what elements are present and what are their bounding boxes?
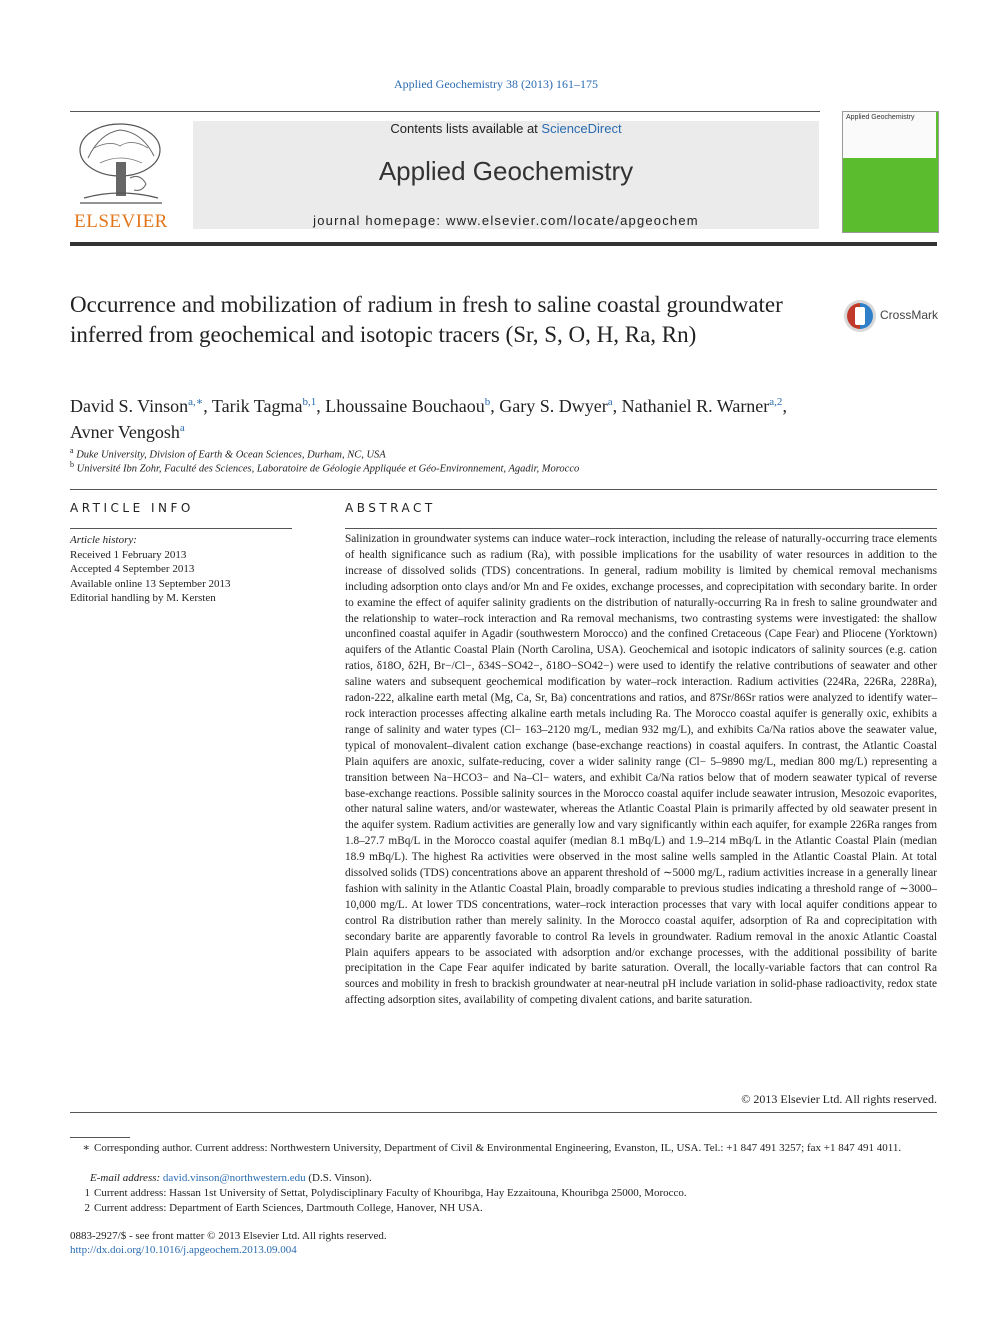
article-history	[70, 533, 230, 606]
history-item: Editorial handling by M. Kersten	[70, 592, 216, 604]
footnote-1	[70, 1186, 937, 1201]
affiliation-mark: b	[70, 460, 74, 469]
isotope-ra224: 224Ra	[826, 676, 857, 689]
journal-homepage[interactable]: journal homepage: www.elsevier.com/locate/apgeochem	[313, 213, 699, 228]
journal-reference[interactable]: Applied Geochemistry 38 (2013) 161–175	[394, 77, 598, 91]
history-label: Article history:	[70, 534, 137, 546]
abstract-text-part: ratios were analyzed to identify water–rock interaction processes affecting alkaline earth metals including Ra. The Morocco coastal aquifer is generally oxic, exhibits a range of salinity and water types (Cl− 163–2120 mg/L, median 932 mg/L), and exhibits Ca/Na ratios above the seawater value, typical of monovalent–divalent cation exchange (base-exchange reactions) in coastal aquifers. In contrast, the Atlantic Coastal Plain aquifers are anoxic, sulfate-reducing, cover a wider salinity range (Cl− 5–9890 mg/L, median 800 mg/L) representing a transition between Na−HCO3− and Na–Cl− waters, and exhibit Ca/Na ratios below that of modern seawater typical of reverse base-exchange reactions. Possible salinity sources in the Morocco coastal aquifer include seawater intrusion, Mesozoic evaporites, other natural saline waters, and/or wastewater, whereas the Atlantic Coastal Plain is primarily affected by old seawater present in the aquifer system. Radium activities are generally low and vary significantly within each aquifer, for example	[345, 692, 937, 832]
footnote-mark: 2	[84, 1202, 90, 1214]
isotope-d18o-so4: δ18O−SO42−	[546, 660, 610, 673]
crossmark-label[interactable]: CrossMark	[880, 308, 939, 322]
history-item: Received 1 February 2013	[70, 548, 187, 561]
abstract-body: Salinization in groundwater systems can induce water–rock interaction, including the release of naturally-occurring trace elements of health significance such as radium (Ra), with possible implications for the usability of water resources in addition to the increase of dissolved solids (TDS) concentrations. In general, radium mobility is limited by chemical removal mechanisms including adsorption onto clays and/or Mn and Fe oxides, exchange processes, and coprecipitation with secondary barite. In order to examine the effect of aquifer salinity gradients on the distribution of naturally-occurring Ra in fresh to saline groundwater and the relationship to water–rock interaction and Ra removal mechanisms, two contrasting systems were investigated: the shallow unconfined coastal aquifer in Agadir (southwestern Morocco) and the confined Cretaceous (Cape Fear) and Pliocene (Yorktown) aquifers of the Atlantic Coastal Plain (North Carolina, USA). Geochemical and isotopic indicators of salinity sources (e.g. cation ratios, δ18O, δ2H, Br−/Cl−, δ34S−SO42−, δ18O−SO42−) were used to identify the relative contributions of seawater and other saline waters and subsequent geochemical modification by water–rock interaction. Radium activities (224Ra, 226Ra, 228Ra), radon-222, alkaline earth metal (Mg, Ca, Sr, Ba) concentrations and ratios, and 87Sr/86Sr ratios were analyzed to identify water–rock interaction processes affecting alkaline earth metals including Ra. The Morocco coastal aquifer is generally oxic, exhibits a range of salinity and water types (Cl− 163–2120 mg/L, median 932 mg/L), and exhibits Ca/Na ratios above the seawater value, typical of monovalent–divalent cation exchange (base-exchange reactions) in coastal aquifers. In contrast, the Atlantic Coastal Plain aquifers are anoxic, sulfate-reducing, cover a wider salinity range (Cl− 5–9890 mg/L, median 800 mg/L) representing a transition between Na−HCO3− and Na–Cl− waters, and exhibit Ca/Na ratios below that of modern seawater typical of reverse base-exchange reactions. Possible salinity sources in the Morocco coastal aquifer include seawater intrusion, Mesozoic evaporites, other natural saline waters, and/or wastewater, whereas the Atlantic Coastal Plain is primarily affected by old seawater present in the aquifer system. Radium activities are generally low and vary significantly within each aquifer, for example 226Ra ranges from 1.8–27.7 mBq/L in the Morocco coastal aquifer (median 8.1 mBq/L) and 1.9–214 mBq/L in the Atlantic Coastal Plain (median 18.9 mBq/L). The highest Ra activities were observed in the most saline wells sampled in the Atlantic Coastal Plain. At total dissolved solids (TDS) concentrations above an apparent threshold of ∼5000 mg/L, radium activities increase in a generally linear fashion with salinity in the Atlantic Coastal Plain, broadly comparable to previous studies indicating a threshold range of ∼3000–10,000 mg/L. At lower TDS concentrations, water–rock interaction processes that vary with local aquifer conditions appear to control Ra distribution rather than merely salinity. In the Morocco coastal aquifer, adsorption of Ra and coprecipitation with secondary barite are apparently favorable to control Ra levels in groundwater. Radium removal in the anoxic Atlantic Coastal Plain aquifers appears to be associated with adsorption and/or exchange processes, with the additional possibility of barite precipitation in the Cape Fear aquifer indicated by barite saturation. Overall, the locally-variable factors that can control Ra sources and mobility in fresh to brackish groundwater at near-neutral pH include variation in solid-phase radioactivity, redox state affecting adsorption sites, availability of competing divalent cations, and barite saturation.	[345, 533, 937, 1007]
section-rule	[70, 489, 937, 490]
header-thick-rule	[70, 242, 937, 246]
elsevier-wordmark: ELSEVIER	[74, 211, 168, 232]
author-affiliation-mark[interactable]: a,2	[769, 396, 783, 408]
abstract-text-part: ), radon-222, alkaline earth metal (Mg, Ca, Sr, Ba) concentrations and ratios, and	[345, 676, 937, 705]
article-title: Occurrence and mobilization of radium in fresh to saline coastal groundwater inferred from geochemical and isotopic tracers (Sr, S, O, H, Ra, Rn)	[70, 292, 783, 347]
crossmark-icon[interactable]	[843, 299, 877, 333]
author-name[interactable]: Tarik Tagma	[211, 396, 303, 416]
abstract-text-part: ranges from 1.8–27.7 mBq/L in the Morocco coastal aquifer (median 8.1 mBq/L) and 1.9–214 mBq/L in the Atlantic Coastal Plain (median 18.9 mBq/L). The highest Ra activities were observed in the most saline wells sampled in the Atlantic Coastal Plain. At total dissolved solids (TDS) concentrations above an apparent threshold of ∼5000 mg/L, radium activities increase in a generally linear fashion with salinity in the Atlantic Coastal Plain, broadly comparable to previous studies indicating a threshold range of ∼3000–10,000 mg/L. At lower TDS concentrations, water–rock interaction processes that vary with local aquifer conditions appear to control Ra distribution rather than merely salinity. In the Morocco coastal aquifer, adsorption of Ra and coprecipitation with secondary barite are apparently favorable to control Ra levels in groundwater. Radium removal in the anoxic Atlantic Coastal Plain aquifers appears to be associated with adsorption and/or exchange processes, with the additional possibility of barite precipitation in the Cape Fear aquifer indicated by barite saturation. Overall, the locally-variable factors that can control Ra sources and mobility in fresh to brackish groundwater at near-neutral pH include variation in solid-phase radioactivity, redox state affecting adsorption sites, availability of competing divalent cations, and barite saturation.	[345, 819, 937, 1007]
footer-rule	[70, 1112, 937, 1113]
isotope-sr-ratio: 87Sr/86Sr	[709, 692, 756, 705]
affiliation-mark: a	[70, 446, 74, 455]
asterisk-icon: ∗	[82, 1142, 90, 1154]
footnote-rule	[70, 1137, 130, 1138]
contents-line	[193, 121, 819, 136]
author-affiliation-mark[interactable]: b,1	[302, 396, 317, 408]
issn-line: 0883-2927/$ - see front matter © 2013 Elsevier Ltd. All rights reserved.	[70, 1230, 387, 1242]
affiliation-text: Duke University, Division of Earth & Ocean Sciences, Durham, NC, USA	[76, 449, 386, 461]
affiliation-text: Université Ibn Zohr, Faculté des Sciences, Laboratoire de Géologie Appliquée et Géo-Environnement, Agadir, Morocco	[76, 463, 580, 475]
ratio-br-cl: Br−/Cl−	[433, 660, 472, 673]
author-list: David S. Vinson$^{a,∗}$, Tarik Tagma$^{b,1}$, Lhoussaine Bouchaou$^b$, Gary S. Dwyer$^a$, Nathaniel R. Warner$^{a,2}$, Avner Vengosh$^a$	[70, 396, 787, 442]
journal-title: Applied Geochemistry	[378, 156, 634, 186]
author-name[interactable]: David S. Vinson	[70, 396, 189, 416]
abstract-heading: ABSTRACT	[345, 501, 436, 515]
author-name[interactable]: Lhoussaine Bouchaou	[325, 396, 485, 416]
doi-link[interactable]: http://dx.doi.org/10.1016/j.apgeochem.2013.09.004	[70, 1244, 297, 1256]
author-affiliation-mark[interactable]: a,∗	[188, 396, 204, 408]
header-rule	[70, 111, 820, 112]
email-label: E-mail address:	[90, 1172, 163, 1184]
footnote-text: Current address: Hassan 1st University of Settat, Polydisciplinary Faculty of Khouribga, Hay Ezzaitouna, Khouribga 25000, Morocco.	[94, 1187, 687, 1199]
journal-cover-title: Applied Geochemistry	[846, 114, 915, 121]
article-info-rule	[70, 528, 292, 529]
history-item: Accepted 4 September 2013	[70, 563, 195, 575]
abstract-text-part: ) were used to identify the relative contributions of seawater and other saline waters and subsequent geochemical modification by water–rock interaction. Radium activities (	[345, 660, 937, 689]
history-item: Available online 13 September 2013	[70, 577, 231, 590]
abstract-text-part: Salinization in groundwater systems can induce water–rock interaction, including the release of naturally-occurring trace elements of health significance such as radium (Ra), with possible implications for the usability of water resources in addition to the increase of dissolved solids (TDS) concentrations. In general, radium mobility is limited by chemical removal mechanisms including adsorption onto clays and/or Mn and Fe oxides, exchange processes, and coprecipitation with secondary barite. In order to examine the effect of aquifer salinity gradients on the distribution of naturally-occurring Ra in fresh to saline groundwater and the relationship to water–rock interaction and Ra removal mechanisms, two contrasting systems were investigated: the shallow unconfined coastal aquifer in Agadir (southwestern Morocco) and the confined Cretaceous (Cape Fear) and Pliocene (Yorktown) aquifers of the Atlantic Coastal Plain (North Carolina, USA). Geochemical and isotopic indicators of salinity sources (e.g. cation ratios,	[345, 533, 937, 673]
isotope-ra228: 228Ra	[900, 676, 931, 689]
author-name[interactable]: Gary S. Dwyer	[499, 396, 608, 416]
email-link[interactable]: david.vinson@northwestern.edu	[162, 1172, 306, 1184]
author-name[interactable]: Avner Vengosh	[70, 422, 180, 442]
footnote-2	[70, 1201, 937, 1216]
footnote-text: Current address: Department of Earth Sciences, Dartmouth College, Hanover, NH USA.	[94, 1202, 483, 1214]
article-info-heading: ARTICLE INFO	[70, 501, 194, 515]
isotope-d18o: δ18O	[376, 660, 402, 673]
author-name[interactable]: Nathaniel R. Warner	[621, 396, 770, 416]
email-suffix: (D.S. Vinson).	[305, 1172, 372, 1184]
footnote-email	[70, 1171, 957, 1186]
footnote-corresponding	[70, 1141, 937, 1156]
isotope-ra226: 226Ra	[850, 819, 880, 832]
isotope-d2h: δ2H	[408, 660, 428, 673]
contents-prefix: Contents lists available at	[390, 121, 542, 136]
affiliation	[70, 446, 386, 461]
sciencedirect-link[interactable]: ScienceDirect	[541, 121, 622, 136]
footnote-mark: 1	[84, 1187, 90, 1199]
abstract-rule	[345, 528, 937, 529]
author-affiliation-mark[interactable]: a	[179, 422, 185, 434]
affiliation	[70, 460, 579, 475]
isotope-ra226: 226Ra	[863, 676, 894, 689]
author-affiliation-mark[interactable]: b	[484, 396, 491, 408]
author-affiliation-mark[interactable]: a	[607, 396, 613, 408]
copyright: © 2013 Elsevier Ltd. All rights reserved.	[741, 1092, 937, 1106]
footnote-text: Corresponding author. Current address: Northwestern University, Department of Civil & Environmental Engineering, Evanston, IL, USA. Tel.: +1 847 491 3257; fax +1 847 491 4011.	[94, 1142, 902, 1154]
isotope-d34s: δ34S−SO42−	[478, 660, 540, 673]
